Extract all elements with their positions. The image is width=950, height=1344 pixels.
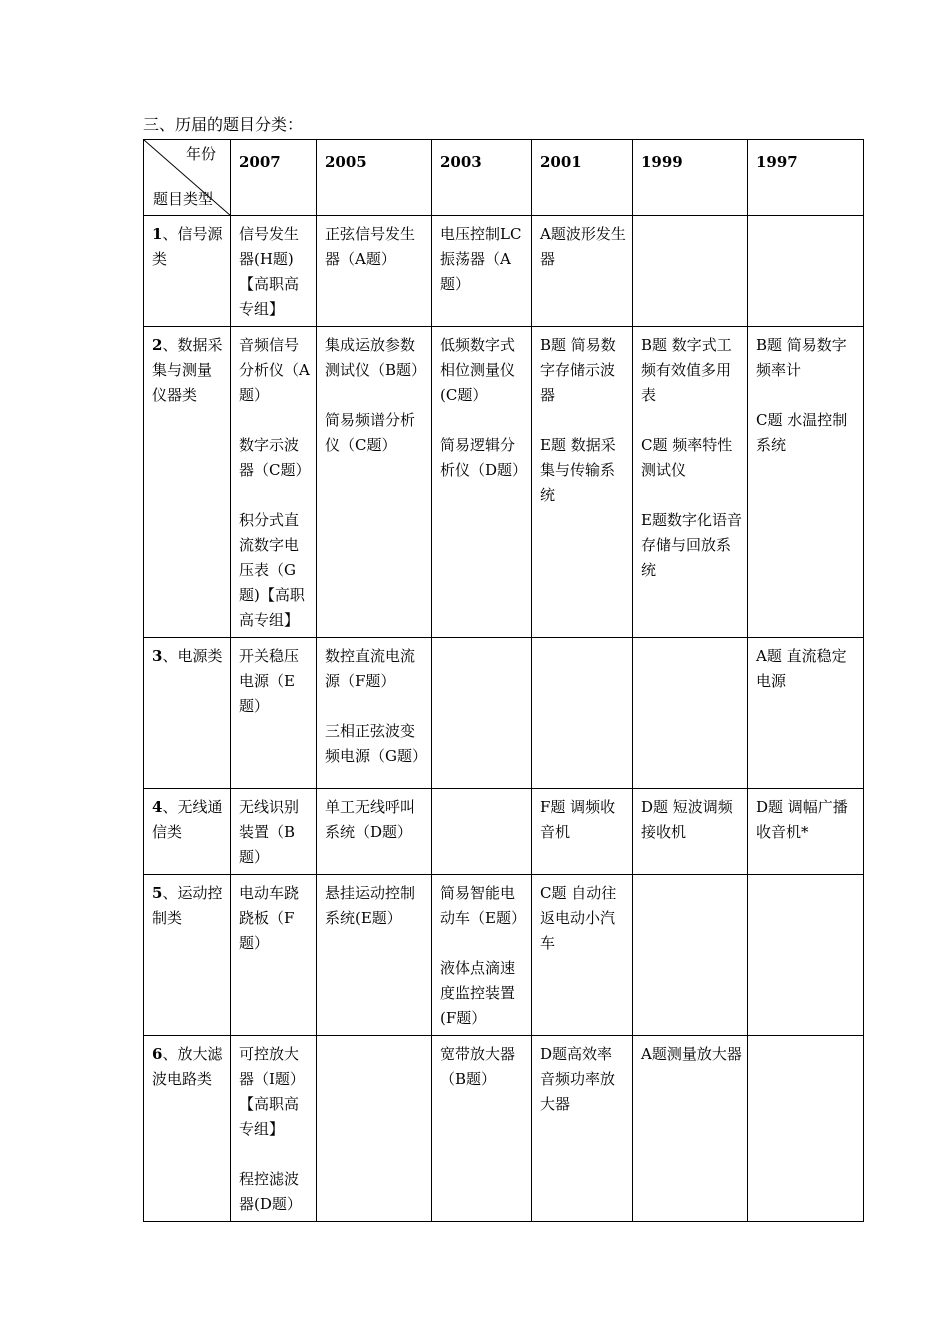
topic-cell	[432, 638, 532, 789]
section-heading: 三、历届的题目分类：	[143, 115, 304, 134]
topic-cell	[633, 789, 748, 875]
topic-cell	[748, 789, 864, 875]
corner-year-label: 年份	[185, 145, 216, 163]
year-header: 1999	[633, 140, 748, 216]
category-cell	[144, 789, 231, 875]
category-name: 、数据采集与测量仪器类	[152, 336, 223, 404]
topic-cell	[633, 638, 748, 789]
year-header: 2003	[432, 140, 532, 216]
topic-entry: 可控放大器（I题）【高职高专组】	[239, 1045, 305, 1138]
topic-cell	[231, 638, 317, 789]
topic-cell	[633, 1036, 748, 1222]
category-cell	[144, 1036, 231, 1222]
topic-cell	[633, 216, 748, 327]
corner-type-label: 题目类型	[153, 190, 214, 208]
topic-entry: D题 调幅广播收音机*	[756, 798, 848, 841]
category-number: 3	[152, 647, 163, 665]
topic-entry: B题 数字式工频有效值多用表	[641, 336, 732, 404]
category-number: 6	[152, 1045, 163, 1063]
topic-entry: 积分式直流数字电压表（G题)【高职高专组】	[239, 511, 305, 629]
topic-cell	[432, 327, 532, 638]
table-row	[144, 789, 864, 875]
topic-cell	[532, 216, 633, 327]
table-row	[144, 1036, 864, 1222]
topic-entry: 数字示波器（C题）	[239, 436, 311, 479]
category-cell	[144, 638, 231, 789]
year-header: 2007	[231, 140, 317, 216]
topic-entry: D题 短波调频接收机	[641, 798, 733, 841]
paragraph-gap	[239, 408, 311, 433]
category-number: 1	[152, 225, 163, 243]
paragraph-gap	[641, 483, 742, 508]
topic-cell	[633, 327, 748, 638]
topic-entry: 液体点滴速度监控装置(F题）	[440, 959, 516, 1027]
topic-cell	[231, 1036, 317, 1222]
header-row	[144, 140, 864, 216]
topic-cell	[231, 789, 317, 875]
category-number: 5	[152, 884, 163, 902]
paragraph-gap	[540, 408, 627, 433]
topic-cell	[432, 789, 532, 875]
topic-cell	[633, 875, 748, 1036]
topic-entry: E题 数据采集与传输系统	[540, 436, 616, 504]
topic-cell	[432, 216, 532, 327]
year-header: 1997	[748, 140, 864, 216]
topic-cell	[748, 216, 864, 327]
paragraph-gap	[756, 383, 858, 408]
topic-cell	[317, 1036, 432, 1222]
topic-entry: A题波形发生器	[540, 225, 626, 268]
category-name: 、电源类	[162, 647, 223, 665]
topic-cell	[748, 1036, 864, 1222]
year-header: 2005	[317, 140, 432, 216]
topic-entry: 集成运放参数测试仪（B题）	[325, 336, 427, 379]
category-cell	[144, 327, 231, 638]
category-name: 、信号源类	[152, 225, 223, 268]
topic-entry: B题 简易数字存储示波器	[540, 336, 616, 404]
topic-entry: 单工无线呼叫系统（D题）	[325, 798, 416, 841]
topic-cell	[231, 216, 317, 327]
topic-entry: 低频数字式相位测量仪(C题）	[440, 336, 516, 404]
category-cell	[144, 216, 231, 327]
topic-entry: C题 水温控制系统	[756, 411, 848, 454]
topic-entry: 三相正弦波变频电源（G题）	[325, 722, 427, 765]
topic-entry: A题测量放大器	[641, 1045, 742, 1063]
topic-entry: 数控直流电流源（F题）	[325, 647, 416, 690]
topic-entry: 音频信号分析仪（A题）	[239, 336, 310, 404]
category-number: 4	[152, 798, 163, 816]
paragraph-gap	[641, 408, 742, 433]
topic-cell	[532, 789, 633, 875]
topic-entry: A题 直流稳定电源	[756, 647, 847, 690]
topic-entry: 正弦信号发生器（A题）	[325, 225, 416, 268]
header-corner-cell	[144, 140, 231, 216]
topic-entry: 无线识别装置（B题）	[239, 798, 300, 866]
topic-cell	[231, 327, 317, 638]
category-name: 、放大滤波电路类	[152, 1045, 223, 1088]
topic-entry: F题 调频收音机	[540, 798, 616, 841]
topic-entry: 电压控制LC振荡器（A题）	[440, 225, 522, 293]
paragraph-gap	[440, 931, 526, 956]
category-cell	[144, 875, 231, 1036]
table-row	[144, 875, 864, 1036]
paragraph-gap	[239, 1142, 311, 1167]
topic-cell	[748, 327, 864, 638]
topic-entry: 程控滤波器(D题）	[239, 1170, 302, 1213]
topic-entry: 开关稳压电源（E题）	[239, 647, 300, 715]
year-header: 2001	[532, 140, 633, 216]
paragraph-gap	[440, 408, 526, 433]
topic-cell	[532, 875, 633, 1036]
topic-cell	[317, 327, 432, 638]
topic-entry: C题 自动往返电动小汽车	[540, 884, 617, 952]
topic-cell	[532, 638, 633, 789]
category-number: 2	[152, 336, 163, 354]
category-name: 、运动控制类	[152, 884, 223, 927]
topic-cell	[317, 216, 432, 327]
topic-entry: 电动车跷跷板（F题）	[239, 884, 300, 952]
topic-entry: 简易逻辑分析仪（D题）	[440, 436, 528, 479]
topic-cell	[317, 789, 432, 875]
topic-cell	[317, 875, 432, 1036]
topic-cell	[432, 1036, 532, 1222]
topic-entry: 信号发生器(H题)【高职高专组】	[239, 225, 300, 318]
topic-entry: 宽带放大器（B题）	[440, 1045, 516, 1088]
topic-classification-table	[143, 139, 864, 1222]
topic-cell	[532, 1036, 633, 1222]
category-name: 、无线通信类	[152, 798, 223, 841]
topic-entry: E题数字化语音存储与回放系统	[641, 511, 742, 579]
topic-cell	[317, 638, 432, 789]
paragraph-gap	[325, 383, 426, 408]
topic-cell	[532, 327, 633, 638]
topic-cell	[231, 875, 317, 1036]
topic-cell	[748, 875, 864, 1036]
paragraph-gap	[239, 483, 311, 508]
table-row	[144, 327, 864, 638]
topic-entry: D题高效率音频功率放大器	[540, 1045, 616, 1113]
table-row	[144, 638, 864, 789]
topic-entry: 简易智能电动车（E题）	[440, 884, 526, 927]
topic-cell	[432, 875, 532, 1036]
topic-entry: B题 简易数字频率计	[756, 336, 847, 379]
topic-entry: 简易频谱分析仪（C题）	[325, 411, 416, 454]
topic-entry: 悬挂运动控制系统(E题）	[325, 884, 416, 927]
paragraph-gap	[325, 694, 426, 719]
topic-cell	[748, 638, 864, 789]
topic-entry: C题 频率特性测试仪	[641, 436, 733, 479]
table-row	[144, 216, 864, 327]
